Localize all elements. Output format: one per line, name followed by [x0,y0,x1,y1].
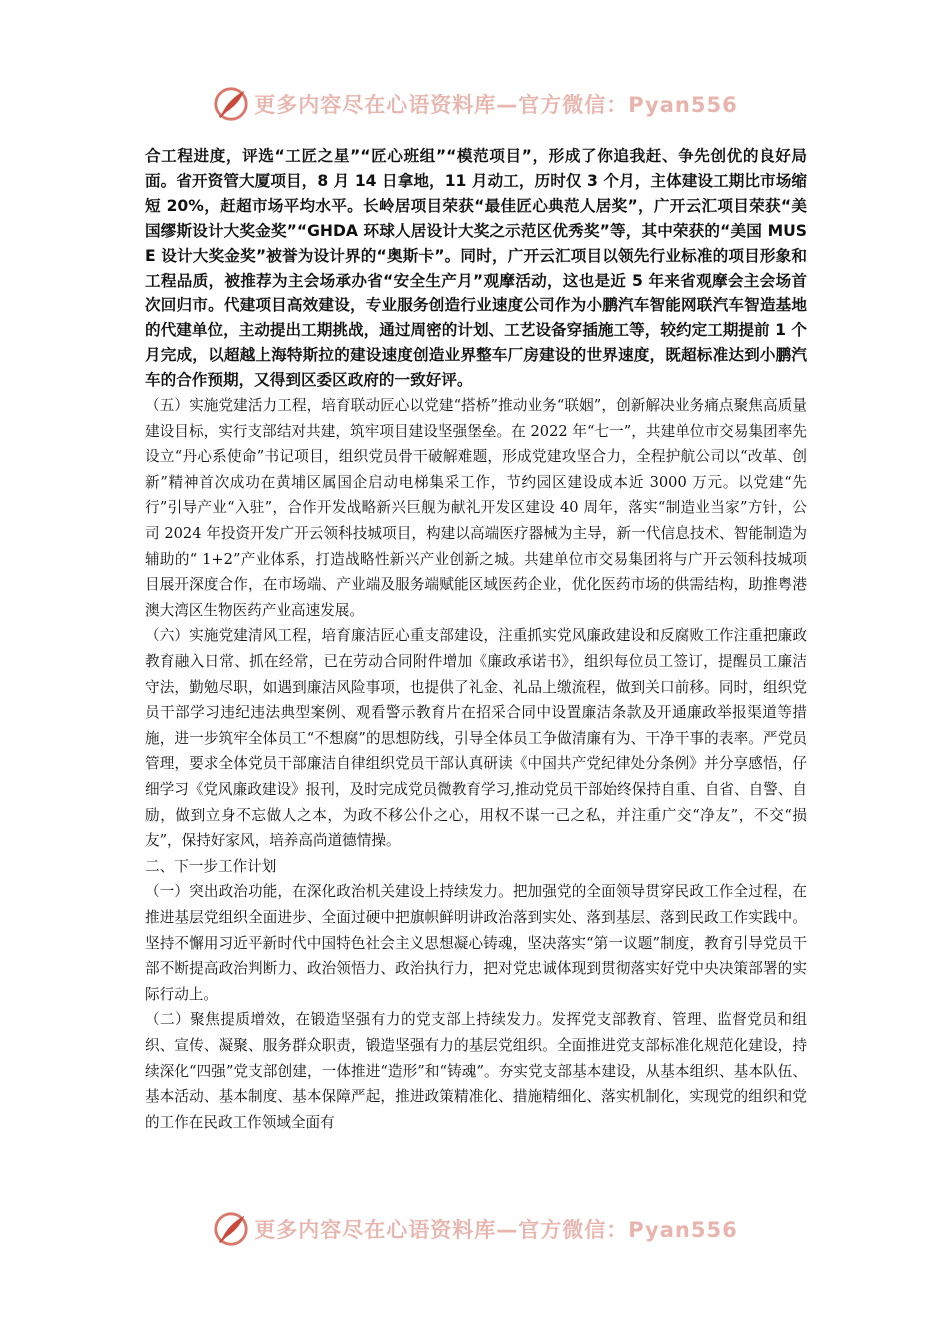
document-body [145,144,807,1135]
watermark-text: 更多内容尽在心语资料库—官方微信：Pyan556 [254,93,738,117]
feather-logo-icon [212,85,250,123]
paragraph-political-function: （一）突出政治功能，在深化政治机关建设上持续发力。把加强党的全面领导贯穿民政工作全过程，在推进基层党组织全面进步、全面过硬中把旗帜鲜明讲政治落到实处、落到基层、落到民政工作实践中。坚持不懈用习近平新时代中国特色社会主义思想凝心铸魂，坚决落实“第一议题”制度，教育引导党员干部不断提高政治判断力、政治领悟力、政治执行力，把对党忠诚体现到贯彻落实好党中央决策部署的实际行动上。 [145,883,807,1003]
paragraph-party-vitality: （五）实施党建活力工程，培育联动匠心以党建“搭桥”推动业务“联姻”，创新解决业务痛点聚焦高质量建设目标，实行支部结对共建，筑牢项目建设坚强堡垒。在 2022 年“七一”，共建单位市交易集团率先设立“丹心系使命”书记项目，组织党员骨干破解难题，形成党建攻坚合力，全程护航公司以“改革、创新”精神首次成功在黄埔区属国企启动电梯集采工作，节约园区建设成本近 3000 万元。以党建“先行”引导产业“入驻”，合作开发战略新兴巨舰为献礼开发区建设 40 周年，落实“制造业当家”方针，公司 2024 年投资开发广开云领科技城项目，构建以高端医疗器械为主导，新一代信息技术、智能制造为辅助的“ 1+2”产业体系，打造战略性新兴产业创新之城。共建单位市交易集团将与广开云领科技城项目展开深度合作，在市场端、产业端及服务端赋能区域医药企业，优化医药市场的供需结构，助推粤港澳大湾区生物医药产业高速发展。 [145,397,807,619]
paragraph-party-integrity: （六）实施党建清风工程，培育廉洁匠心重支部建设，注重抓实党风廉政建设和反腐败工作注重把廉政教育融入日常、抓在经常，已在劳动合同附件增加《廉政承诺书》，组织每位员工签订，提醒员工廉洁守法，勤勉尽职，如遇到廉洁风险事项，也提供了礼金、礼品上缴流程，做到关口前移。同时，组织党员干部学习违纪违法典型案例、观看警示教育片在招采合同中设置廉洁条款及开通廉政举报渠道等措施，进一步筑牢全体员工“不想腐”的思想防线，引导全体员工争做清廉有为、干净干事的表率。严党员管理，要求全体党员干部廉洁自律组织党员干部认真研读《中国共产党纪律处分条例》并分享感悟，仔细学习《党风廉政建设》报刊，及时完成党员微教育学习,推动党员干部始终保持自重、自省、自警、自励，做到立身不忘做人之本，为政不移公仆之心，用权不谋一己之私，并注重广交“净友”，不交“损友”，保持好家风，培养高尚道德情操。 [145,627,807,850]
section-heading-next-plan: 二、下一步工作计划 [145,857,277,875]
watermark-banner-top [0,84,950,124]
paragraph-project-progress: 合工程进度，评选“工匠之星”“匠心班组”“模范项目”，形成了你追我赶、争先创优的良好局面。省开资管大厦项目，8 月 14 日拿地，11 月动工，历时仅 3 个月，主体建设工期比市场缩短 20%，赶超市场平均水平。长岭居项目荣获“最佳匠心典范人居奖”，广开云汇项目荣获“美国缪斯设计大奖金奖”“GHDA 环球人居设计大奖之示范区优秀奖”等，其中荣获的“美国 MUSE 设计大奖金奖”被誉为设计界的“奥斯卡”。同时，广开云汇项目以领先行业标准的项目形象和工程品质，被推荐为主会场承办省“安全生产月”观摩活动，这也是近 5 年来省观摩会主会场首次回归市。代建项目高效建设，专业服务创造行业速度公司作为小鹏汽车智能网联汽车智造基地的代建单位，主动提出工期挑战，通过周密的计划、工艺设备穿插施工等，较约定工期提前 1 个月完成，以超越上海特斯拉的建设速度创造业界整车厂房建设的世界速度，既超标准达到小鹏汽车的合作预期，又得到区委区政府的一致好评。 [145,147,807,390]
feather-logo-icon [212,1210,250,1248]
paragraph-quality-efficiency: （二）聚焦提质增效，在锻造坚强有力的党支部上持续发力。发挥党支部教育、管理、监督党员和组织、宣传、凝聚、服务群众职责，锻造坚强有力的基层党组织。全面推进党支部标准化规范化建设，持续深化“四强”党支部创建，一体推进“造形”和“铸魂”。夯实党支部基本建设，从基本组织、基本队伍、基本活动、基本制度、基本保障严起，推进政策精准化、措施精细化、落实机制化，实现党的组织和党的工作在民政工作领域全面有 [145,1011,807,1131]
watermark-banner-bottom [0,1209,950,1249]
watermark-text: 更多内容尽在心语资料库—官方微信：Pyan556 [254,1218,738,1242]
